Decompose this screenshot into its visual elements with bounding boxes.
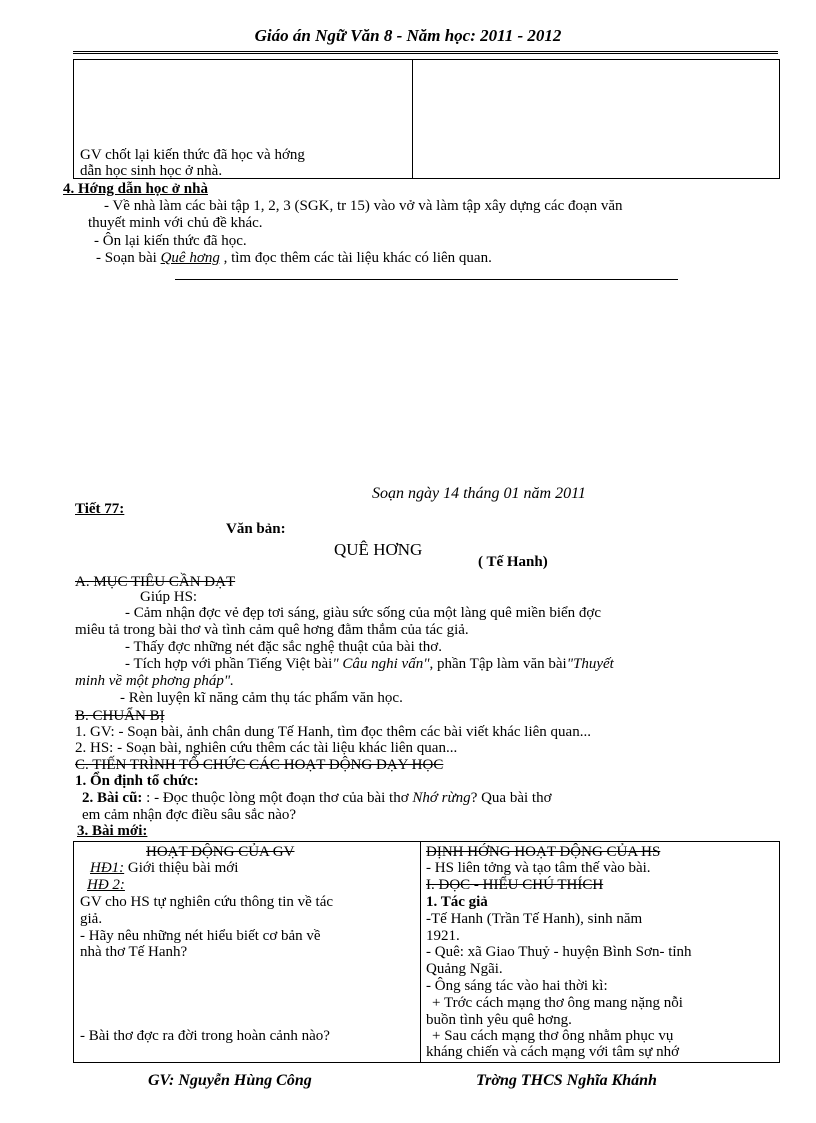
activity-right-line10: buồn tình yêu quê hơng. [426,1012,572,1028]
section-a-line2: miêu tả trong bài thơ và tình cảm quê hơng đằm thắm của tác giả. [75,622,469,638]
section-c-old-lesson [82,790,552,807]
activity-hd1 [90,860,238,877]
homework-line1: - Về nhà làm các bài tập 1, 2, 3 (SGK, tr 15) vào vở và làm tập xây dựng các đoạn văn [104,198,623,214]
activity-hd1-text: Giới thiệu bài mới [124,860,239,876]
activity-right-line8: - Ông sáng tác vào hai thời kì: [426,978,608,994]
activity-left-line2: giả. [80,911,103,927]
section-a-intro: Giúp HS: [140,589,198,605]
section-c-old-poem-title: Nhớ rừng [412,790,471,806]
homework-line4-post: , tìm đọc thêm các tài liệu khác có liên quan. [219,250,492,266]
activity-right-line12: kháng chiến và cách mạng với tâm sự nhớ [426,1044,680,1060]
activity-left-line3: - Hãy nêu những nét hiểu biết cơ bản về [80,928,321,944]
section-a-writing-title: "Thuyết [566,656,614,672]
lesson-period: Tiết 77: [75,501,125,517]
lesson-author: ( Tế Hanh) [478,554,548,570]
section-c-old-line2: em cảm nhận đợc điều sâu sắc nào? [82,807,297,823]
top-table-left-line1: GV chốt lại kiến thức đã học và hớng [80,147,305,163]
section-a-line4-mid: , phần Tập làm văn bài [429,656,567,672]
section-c-new-label: 3. Bài mới: [77,823,148,839]
section-b-line2: 2. HS: - Soạn bài, nghiên cứu thêm các tài liệu khác liên quan... [75,740,458,756]
section-a-line4-pre: - Tích hợp với phần Tiếng Việt bài [125,656,333,672]
section-a-line6: - Rèn luyện kĩ năng cảm thụ tác phẩm văn học. [120,690,403,706]
lesson-title: QUÊ HƠNG [334,540,423,559]
homework-lesson-title: Quê hơng [160,250,220,266]
lesson-text-label: Văn bản: [226,521,286,537]
activity-right-line1: - HS liên tởng và tạo tâm thế vào bài. [426,860,651,876]
activity-left-line4: nhà thơ Tế Hanh? [80,944,188,960]
section-c-old-text-pre: : - Đọc thuộc lòng một đoạn thơ của bài thơ [142,790,413,806]
homework-line2: thuyết minh với chủ đề khác. [88,215,263,231]
activity-left-line5: - Bài thơ đợc ra đời trong hoàn cảnh nào? [80,1028,330,1044]
activity-right-line11: + Sau cách mạng thơ ông nhằm phục vụ [432,1028,674,1044]
section-b-line1: 1. GV: - Soạn bài, ảnh chân dung Tế Hanh, tìm đọc thêm các bài viết khác liên quan... [75,724,591,740]
lesson-date: Soạn ngày 14 tháng 01 năm 2011 [372,485,586,502]
activity-right-line9: + Trớc cách mạng thơ ông mang nặng nỗi [432,995,683,1011]
activity-right-line2: I. ĐỌC - HIỂU CHÚ THÍCH [426,877,604,893]
section-c-old-label: 2. Bài cũ: [82,790,143,806]
section-a-heading: A. MỤC TIÊU CẦN ĐẠT [75,574,236,590]
activity-right-line4: -Tế Hanh (Trần Tế Hanh), sinh năm [426,911,643,927]
activity-table-divider [420,841,421,1062]
top-table-divider [412,59,413,178]
page-header-title: Giáo án Ngữ Văn 8 - Năm học: 2011 - 2012 [254,26,562,45]
homework-line3: - Ôn lại kiến thức đã học. [94,233,247,249]
section-c-heading: C. TIẾN TRÌNH TỔ CHỨC CÁC HOẠT ĐỘNG DẠY HỌC [75,757,444,773]
header-rule-double [73,53,778,54]
homework-heading: 4. Hớng dẫn học ở nhà [63,181,208,197]
homework-line4 [96,250,492,267]
activity-right-line7: Quảng Ngãi. [426,961,503,977]
section-c-old-text-post: ? Qua bài thơ [470,790,552,806]
section-a-line1: - Cảm nhận đợc vẻ đẹp tơi sáng, giàu sức sống của một làng quê miền biển đợc [125,605,601,621]
activity-hd1-label: HĐ1: [90,860,125,876]
section-b-heading: B. CHUẨN BỊ [75,708,165,724]
section-a-line5: minh về một phơng pháp". [75,673,234,689]
activity-right-line3: 1. Tác giả [426,894,488,910]
activity-header-hs: ĐỊNH HỚNG HOẠT ĐỘNG CỦA HS [426,844,661,860]
activity-header-gv: HOẠT ĐỘNG CỦA GV [146,844,295,860]
activity-hd2-label: HĐ 2: [87,877,125,893]
activity-left-line1: GV cho HS tự nghiên cứu thông tin về tác [80,894,334,910]
activity-right-line6: - Quê: xã Giao Thuỷ - huyện Bình Sơn- tỉnh [426,944,692,960]
footer-school: Trờng THCS Nghĩa Khánh [476,1072,657,1089]
section-a-line4 [125,656,614,673]
footer-teacher: GV: Nguyễn Hùng Công [148,1072,312,1089]
header-rule [73,51,778,52]
section-a-grammar-title: " Câu nghi vấn" [332,656,430,672]
activity-right-line5: 1921. [426,928,460,944]
section-a-line3: - Thấy đợc những nét đặc sắc nghệ thuật của bài thơ. [125,639,442,655]
top-table-left-line2: dẫn học sinh học ở nhà. [80,163,223,179]
section-c-org: 1. Ổn định tổ chức: [75,773,199,789]
section-divider [175,279,678,280]
homework-line4-pre: - Soạn bài [96,250,161,266]
